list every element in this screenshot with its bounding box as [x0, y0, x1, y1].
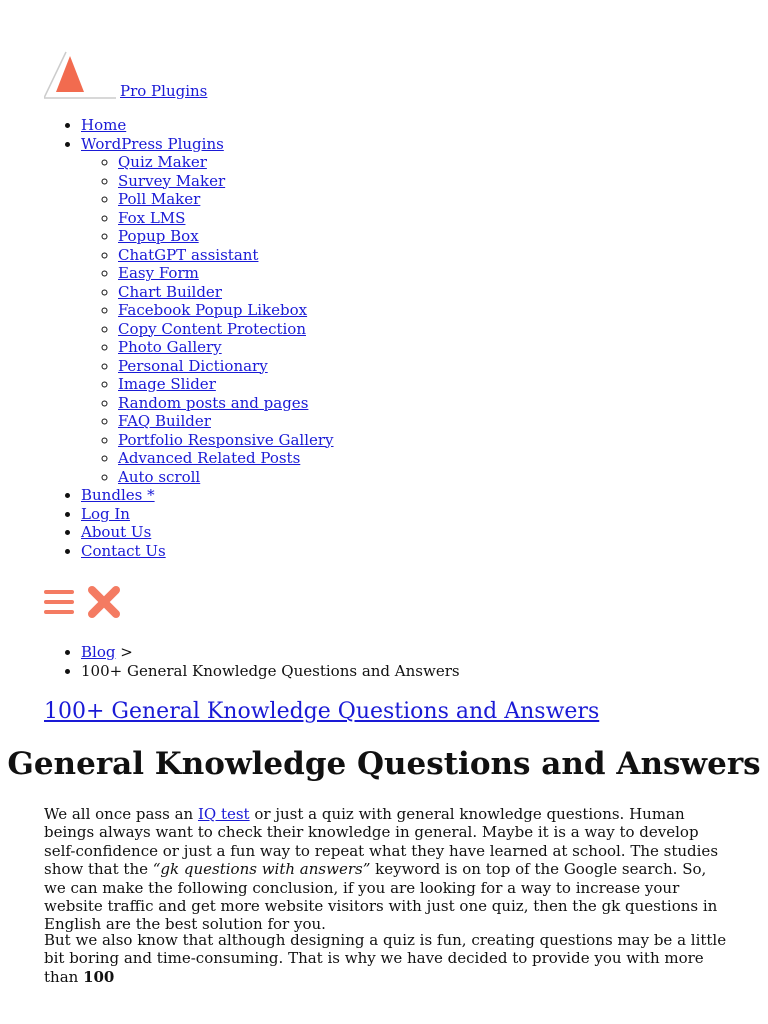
submenu-wordpress-plugins [81, 153, 744, 486]
submenu-link-facebook-popup-likebox[interactable]: Facebook Popup Likebox [118, 301, 308, 319]
submenu-link-personal-dictionary[interactable]: Personal Dictionary [118, 356, 268, 375]
submenu-item-photo-gallery [118, 338, 744, 357]
submenu-link-poll-maker[interactable]: Poll Maker [118, 190, 201, 208]
close-x-icon[interactable] [86, 584, 122, 620]
nav-link-log-in[interactable]: Log In [81, 504, 130, 523]
submenu-item-random-posts-and-pages [118, 394, 744, 413]
submenu-item-auto-scroll [118, 468, 744, 487]
submenu-item-chart-builder [118, 283, 744, 302]
nav-link-about-us[interactable]: About Us [81, 523, 152, 541]
hamburger-menu-icon[interactable] [44, 589, 74, 615]
breadcrumb [44, 643, 460, 680]
submenu-link-image-slider[interactable]: Image Slider [118, 375, 216, 393]
menu-toggles [44, 582, 122, 622]
intro-text-2: or just a quiz with general knowledge questions. Human beings always want to check their knowledge in general. Maybe it is a way to develop self-confidence or just a fun way to repeat what they have learned at school. The studies show that the [44, 805, 719, 879]
nav-list [44, 116, 744, 560]
second-text: But we also know that although designing a quiz is fun, creating questions may be a little bit boring and time-consuming. That is why we have decided to provide you with more than [44, 931, 727, 986]
breadcrumb-item-blog [81, 643, 460, 662]
submenu-link-random-posts-and-pages[interactable]: Random posts and pages [118, 393, 309, 412]
submenu-item-copy-content-protection [118, 320, 744, 339]
nav-item-log-in [81, 505, 744, 524]
nav-link-home[interactable]: Home [81, 116, 127, 134]
breadcrumb-item-current: • 100+ General Knowledge Questions and Answers [81, 662, 460, 681]
submenu-link-advanced-related-posts[interactable]: Advanced Related Posts [118, 449, 301, 467]
submenu-item-advanced-related-posts [118, 449, 744, 468]
nav-item-about-us [81, 523, 744, 542]
submenu-link-auto-scroll[interactable]: Auto scroll [118, 467, 201, 486]
submenu-item-survey-maker [118, 172, 744, 191]
nav-item-contact-us [81, 542, 744, 561]
nav-item-wordpress-plugins [81, 135, 744, 487]
breadcrumb-separator: > [120, 643, 133, 661]
nav-item-bundles [81, 486, 744, 505]
submenu-link-fox-lms[interactable]: Fox LMS [118, 208, 186, 227]
submenu-item-image-slider [118, 375, 744, 394]
submenu-item-personal-dictionary [118, 357, 744, 376]
submenu-link-photo-gallery[interactable]: Photo Gallery [118, 338, 222, 356]
nav-link-contact-us[interactable]: Contact Us [81, 541, 166, 560]
intro-keyword: “gk questions with answers” [152, 860, 371, 879]
submenu-item-poll-maker [118, 190, 744, 209]
submenu-item-quiz-maker [118, 153, 744, 172]
intro-text-3: keyword is on top of the Google search. So, we can make the following conclusion, if you are looking for a way to increase your website traffic and get more website visitors with just one quiz, then the gk questions in English are the best solution for you. [44, 860, 718, 934]
submenu-item-portfolio-responsive-gallery [118, 431, 744, 450]
site-logo[interactable] [44, 44, 207, 100]
submenu-link-chart-builder[interactable]: Chart Builder [118, 282, 222, 301]
nav-item-home [81, 116, 744, 135]
submenu-link-survey-maker[interactable]: Survey Maker [118, 171, 226, 190]
submenu-link-quiz-maker[interactable]: Quiz Maker [118, 153, 207, 171]
main-navigation [44, 116, 744, 560]
second-paragraph [44, 931, 728, 986]
nav-link-bundles[interactable]: Bundles * [81, 486, 155, 504]
submenu-item-faq-builder [118, 412, 744, 431]
submenu-item-facebook-popup-likebox [118, 301, 744, 320]
triangle-logo-icon [44, 48, 120, 100]
breadcrumb-blog-link[interactable]: Blog [81, 643, 116, 661]
page-title: General Knowledge Questions and Answers [7, 746, 761, 782]
nav-link-wordpress-plugins[interactable]: WordPress Plugins [81, 134, 224, 153]
submenu-item-easy-form [118, 264, 744, 283]
brand-link[interactable]: Pro Plugins [120, 82, 208, 100]
submenu-link-copy-content-protection[interactable]: Copy Content Protection [118, 319, 306, 338]
submenu-item-popup-box [118, 227, 744, 246]
second-strong: 100 [83, 967, 115, 986]
submenu-item-chatgpt-assistant [118, 246, 744, 265]
submenu-link-popup-box[interactable]: Popup Box [118, 227, 199, 245]
submenu-link-portfolio-responsive-gallery[interactable]: Portfolio Responsive Gallery [118, 430, 334, 449]
intro-paragraph [44, 805, 728, 934]
post-title-link[interactable]: 100+ General Knowledge Questions and Answers [44, 699, 600, 724]
intro-text-1: We all once pass an [44, 805, 198, 823]
iq-test-link[interactable]: IQ test [197, 805, 250, 823]
submenu-link-chatgpt-assistant[interactable]: ChatGPT assistant [118, 245, 259, 264]
submenu-link-faq-builder[interactable]: FAQ Builder [118, 412, 211, 430]
submenu-item-fox-lms [118, 209, 744, 228]
submenu-link-easy-form[interactable]: Easy Form [118, 264, 199, 282]
